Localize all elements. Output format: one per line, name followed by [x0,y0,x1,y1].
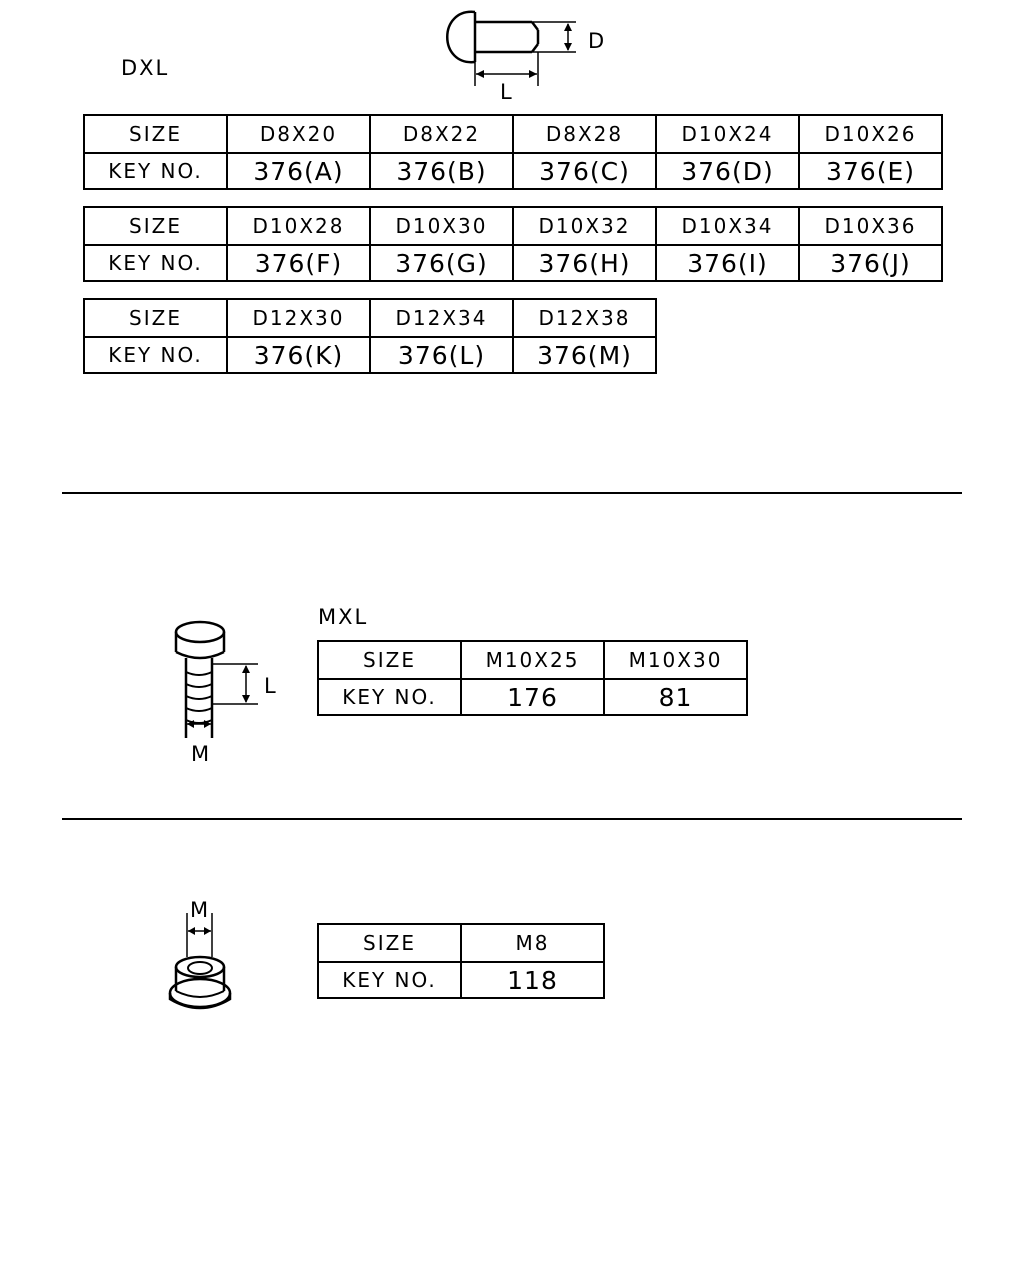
size-cell: D8X22 [370,115,513,153]
bolt-dim-l-label: L [264,674,278,698]
key-cell: 376(E) [799,153,942,189]
size-cell: M10X30 [604,641,747,679]
size-header: SIZE [318,924,461,962]
rivet-drawing [430,0,630,110]
key-cell: 376(F) [227,245,370,281]
key-header: KEY NO. [84,153,227,189]
bolt-table [317,640,748,716]
key-header: KEY NO. [318,962,461,998]
key-cell: 376(A) [227,153,370,189]
key-cell: 376(D) [656,153,799,189]
size-cell: D10X30 [370,207,513,245]
key-cell: 376(M) [513,337,656,373]
rivet-table-1 [83,114,943,190]
rivet-table-2 [83,206,943,282]
size-cell: D10X34 [656,207,799,245]
key-cell: 376(K) [227,337,370,373]
size-cell: D10X28 [227,207,370,245]
size-cell: D8X28 [513,115,656,153]
size-cell: D12X34 [370,299,513,337]
size-cell: D12X30 [227,299,370,337]
key-cell: 376(C) [513,153,656,189]
key-cell: 376(B) [370,153,513,189]
rivet-dim-l-label: L [500,80,514,104]
size-cell: D10X32 [513,207,656,245]
key-header: KEY NO. [84,337,227,373]
key-cell: 118 [461,962,604,998]
size-cell: M10X25 [461,641,604,679]
key-cell: 376(G) [370,245,513,281]
size-header: SIZE [84,115,227,153]
section-divider [62,818,962,820]
key-cell: 376(L) [370,337,513,373]
key-cell: 376(J) [799,245,942,281]
rivet-table-3 [83,298,657,374]
bolt-size-label: MXL [318,605,369,629]
size-cell: D10X36 [799,207,942,245]
size-header: SIZE [84,299,227,337]
key-cell: 376(I) [656,245,799,281]
size-cell: D8X20 [227,115,370,153]
key-cell: 376(H) [513,245,656,281]
section-divider [62,492,962,494]
size-header: SIZE [84,207,227,245]
nut-dim-m-label: M [190,898,211,922]
key-cell: 81 [604,679,747,715]
size-cell: M8 [461,924,604,962]
size-cell: D10X24 [656,115,799,153]
size-cell: D10X26 [799,115,942,153]
nut-drawing [160,905,260,1025]
key-header: KEY NO. [318,679,461,715]
rivet-dim-d-label: D [588,29,607,53]
rivet-size-label: DXL [121,56,170,80]
key-cell: 176 [461,679,604,715]
key-header: KEY NO. [84,245,227,281]
bolt-dim-m-label: M [191,742,212,766]
nut-table [317,923,605,999]
size-header: SIZE [318,641,461,679]
size-cell: D12X38 [513,299,656,337]
